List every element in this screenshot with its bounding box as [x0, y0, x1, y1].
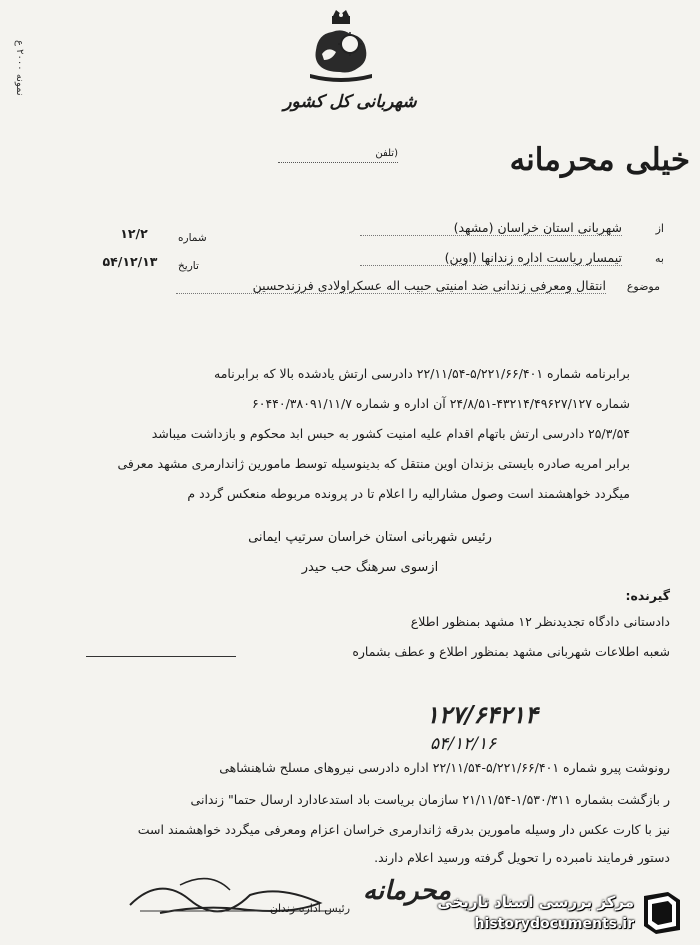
watermark-title: مرکز بررسی اسناد تاریخی — [437, 893, 634, 911]
form-code: نمونه ۲۰۰۰ ع — [14, 40, 25, 96]
date-value: ۵۴/۱۲/۱۳ — [102, 254, 158, 269]
body-line: برابر امریه صادره بایستی بزندان اوین منتقل که بدینوسیله توسط مامورین ژاندارمری مشهد معرفی — [117, 456, 630, 471]
signatory-deputy: ازسوی سرهنگ حب حیدر — [301, 560, 439, 575]
phone-field: (تلفن — [278, 148, 398, 163]
number-value: ۱۲/۲ — [120, 226, 148, 241]
body-line: شماره ۴۳۲۱۴/۴۹۶۲۷/۱۲۷-۲۴/۸/۵۱ آن اداره و شماره ۶۰۴۴۰/۳۸۰۹۱/۱۱/۷ — [252, 396, 630, 411]
classification-heading: خیلی محرمانه — [509, 142, 690, 178]
signature-caption: رئیس اداره زندان — [269, 902, 350, 915]
handwritten-reference: ۱۲۷/۶۴۲۱۴ — [426, 700, 538, 729]
archive-book-logo-icon — [638, 888, 686, 936]
from-value: شهربانی استان خراسان (مشهد) — [360, 220, 622, 236]
body-line: ۲۵/۳/۵۴ دادرسی ارتش باتهام اقدام علیه امنیت کشور به حبس ابد محکوم و بازداشت میباشد — [151, 426, 630, 441]
handwritten-date: ۵۴/۱۲/۱۶ — [430, 734, 497, 754]
to-value: تیمسار ریاست اداره زندانها (اوین) — [360, 250, 622, 266]
lion-and-sun-crown-emblem-icon — [306, 10, 376, 82]
recipients-label: گیرنده: — [625, 588, 670, 603]
subject-label: موضوع — [626, 280, 660, 293]
organization-title: شهربانی کل کشور — [283, 92, 417, 112]
date-label: تاریخ — [178, 260, 199, 272]
body-line: میگردد خواهشمند است وصول مشارالیه را اعلام تا در پرونده مربوطه منعکس گردد م — [187, 486, 630, 501]
watermark-url: historydocuments.ir — [474, 916, 634, 932]
classification-stamp: محرمانه — [362, 876, 452, 906]
reference-blank-line — [86, 656, 236, 657]
copy-note-line: دستور فرمایند نامبرده را تحویل گرفته ورسید اعلام دارند. — [374, 850, 670, 865]
signatory-title: رئیس شهربانی استان خراسان سرتیپ ایمانی — [248, 530, 492, 545]
recipient-line: دادستانی دادگاه تجدیدنظر ۱۲ مشهد بمنظور اطلاع — [410, 614, 670, 629]
copy-note-line: رونوشت پیرو شماره ۵/۲۲۱/۶۶/۴۰۱-۲۲/۱۱/۵۴ اداره دادرسی نیروهای مسلح شاهنشاهی — [219, 760, 670, 775]
number-label: شماره — [178, 232, 207, 244]
from-label: از — [655, 222, 664, 235]
copy-note-line: نیز با کارت عکس دار وسیله مامورین بدرقه ژاندارمری خراسان اعزام ومعرفی میگردد خواهشمند است — [137, 822, 670, 837]
body-line: برابرنامه شماره ۵/۲۲۱/۶۶/۴۰۱-۲۲/۱۱/۵۴ دادرسی ارتش یادشده بالا که برابرنامه — [214, 366, 630, 381]
to-label: به — [655, 252, 664, 265]
copy-note-line: ر بازگشت بشماره ۱/۵۳۰/۳۱۱-۲۱/۱۱/۵۴ سازمان بریاست باد استدعادارد ارسال حتما" زندانی — [190, 792, 670, 807]
subject-value: انتقال ومعرفی زندانی ضد امنیتی حبیب اله عسکراولادی فرزندحسین — [176, 278, 606, 294]
recipient-line: شعبه اطلاعات شهربانی مشهد بمنظور اطلاع و عطف بشماره — [352, 644, 670, 659]
